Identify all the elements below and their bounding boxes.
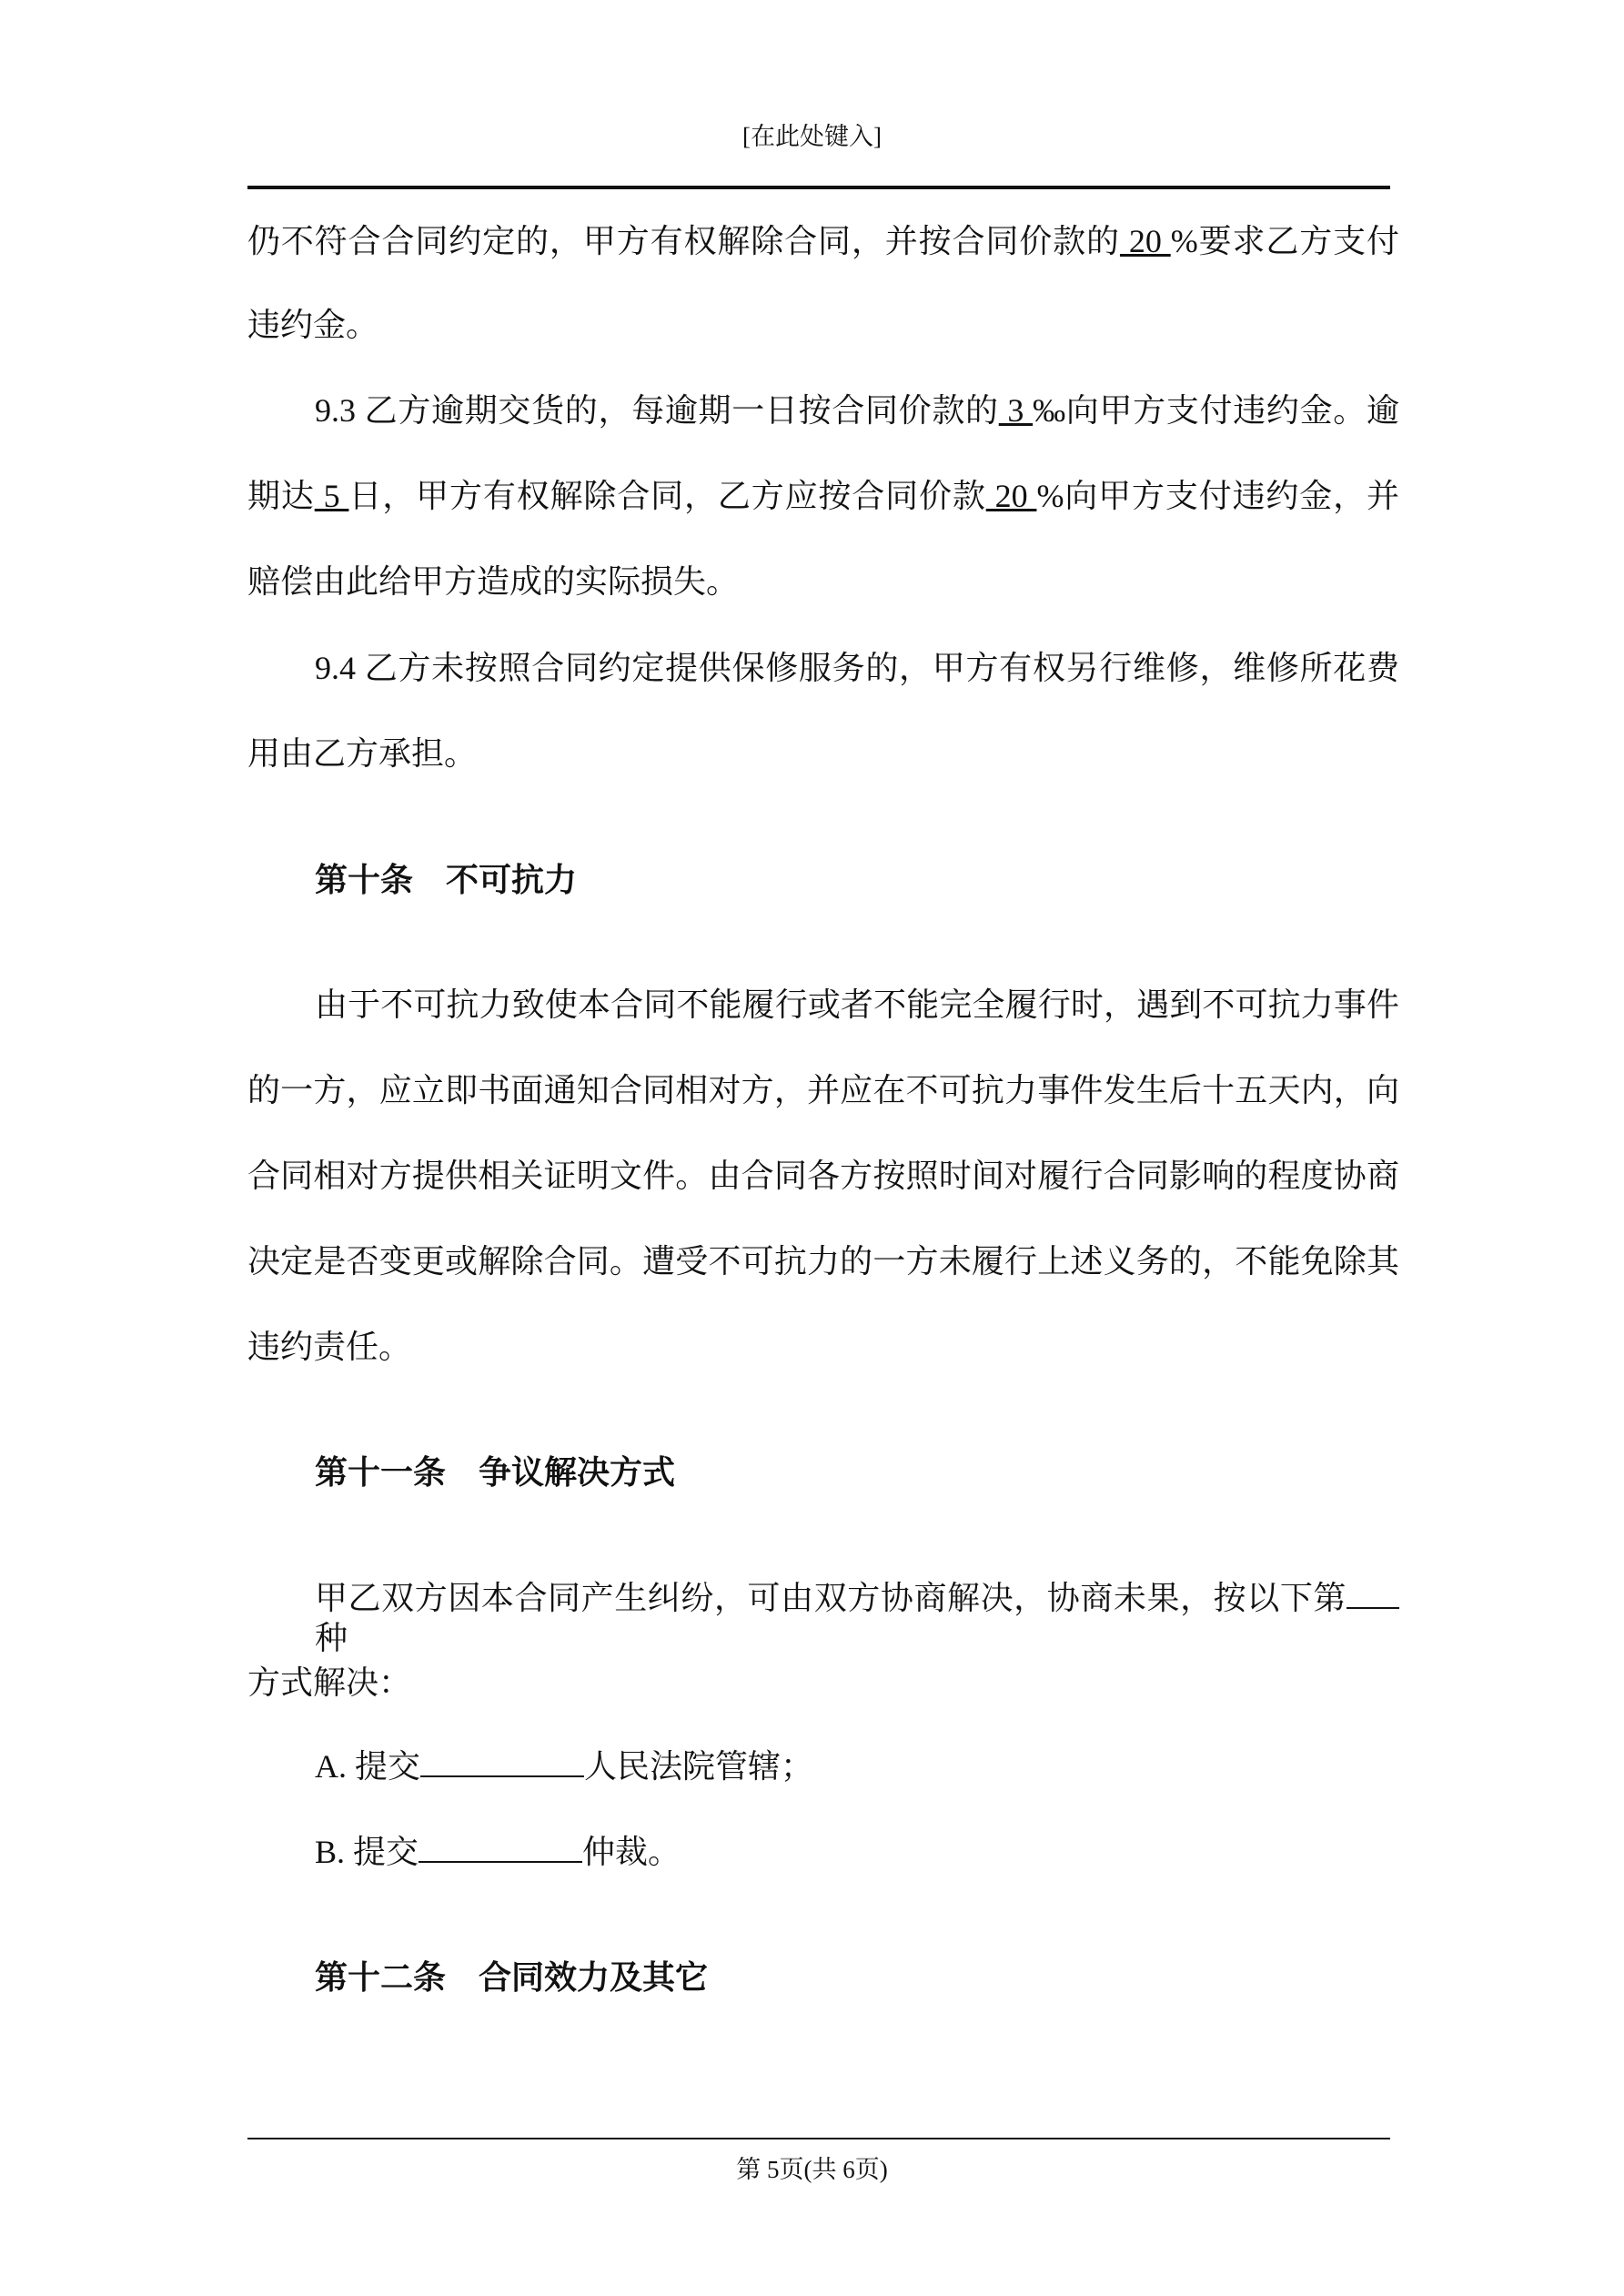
clause11-line: 甲乙双方因本合同产生纠纷，可由双方协商解决，协商未果，按以下第种 bbox=[315, 1578, 1399, 1658]
page-header: [在此处键入] bbox=[742, 123, 882, 150]
option-a: A. 提交 人民法院管辖； bbox=[315, 1748, 814, 1785]
clause10-line: 违约责任。 bbox=[247, 1329, 412, 1365]
clause12-title: 第十二条 合同效力及其它 bbox=[315, 1959, 709, 1996]
court-blank[interactable] bbox=[420, 1748, 584, 1777]
arbitration-blank[interactable] bbox=[419, 1834, 582, 1863]
clause-9-4: 用由乙方承担。 bbox=[247, 735, 478, 772]
clause10-line: 的一方，应立即书面通知合同相对方，并应在不可抗力事件发生后十五天内，向 bbox=[247, 1072, 1399, 1108]
page-footer: 第 5页(共 6页) bbox=[736, 2156, 888, 2183]
choice-blank[interactable] bbox=[1347, 1580, 1399, 1609]
clause10-line: 合同相对方提供相关证明文件。由合同各方按照时间对履行合同影响的程度协商 bbox=[247, 1158, 1399, 1194]
clause10-title: 第十条 不可抗力 bbox=[315, 862, 578, 898]
clause11-title: 第十一条 争议解决方式 bbox=[315, 1454, 676, 1491]
penalty-rate: 20 bbox=[1119, 223, 1171, 259]
clause-9-4: 9.4 乙方未按照合同约定提供保修服务的，甲方有权另行维修，维修所花费 bbox=[315, 650, 1399, 686]
clause9-line: 仍不符合合同约定的，甲方有权解除合同，并按合同价款的 20 %要求乙方支付 bbox=[247, 223, 1399, 259]
clause-9-3: 9.3 乙方逾期交货的，每逾期一日按合同价款的 3 ‰向甲方支付违约金。逾 bbox=[315, 392, 1399, 429]
clause11-line: 方式解决： bbox=[247, 1664, 412, 1701]
clause9-line: 违约金。 bbox=[247, 307, 379, 343]
clause-9-3: 赔偿由此给甲方造成的实际损失。 bbox=[247, 563, 740, 600]
option-b: B. 提交 仲裁。 bbox=[315, 1834, 681, 1870]
header-rule bbox=[247, 186, 1390, 189]
footer-rule bbox=[247, 2138, 1390, 2139]
clause10-line: 决定是否变更或解除合同。遭受不可抗力的一方未履行上述义务的，不能免除其 bbox=[247, 1243, 1399, 1279]
clause-9-3: 期达 5 日，甲方有权解除合同，乙方应按合同价款 20 %向甲方支付违约金，并 bbox=[247, 478, 1399, 514]
clause10-line: 由于不可抗力致使本合同不能履行或者不能完全履行时，遇到不可抗力事件 bbox=[315, 986, 1399, 1023]
